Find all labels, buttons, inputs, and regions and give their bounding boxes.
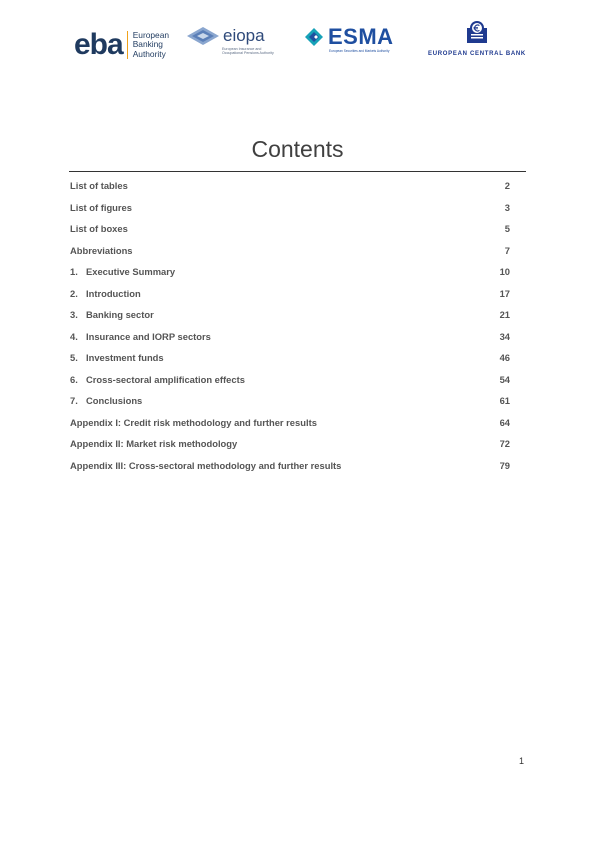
toc-entry-page: 3: [504, 201, 510, 213]
toc-entry-number: 1.: [70, 266, 78, 278]
toc-entry-label: [70, 180, 128, 191]
toc-entry[interactable]: [70, 240, 510, 262]
toc-entry-label: [70, 202, 132, 213]
toc-entry-text: Investment funds: [86, 352, 164, 364]
toc-entry-number: 2.: [70, 287, 78, 299]
toc-entry-text: List of tables: [70, 180, 128, 192]
toc-entry-number: 4.: [70, 330, 78, 342]
toc-entry[interactable]: [70, 218, 510, 240]
toc-entry-label: [70, 266, 175, 277]
toc-entry-text: Executive Summary: [86, 266, 176, 278]
toc-entry-page: 54: [499, 373, 510, 385]
toc-entry-label: [70, 438, 237, 449]
toc-entry-page: 61: [499, 395, 510, 407]
toc-entry-label: [70, 374, 245, 385]
toc-entry-text: Cross-sectoral amplification effects: [86, 373, 245, 385]
toc-entry-label: [70, 460, 341, 471]
toc-entry[interactable]: [70, 455, 510, 477]
esma-logo: [303, 26, 403, 68]
toc-entry-text: Insurance and IORP sectors: [86, 330, 211, 342]
toc-entry-text: Banking sector: [86, 309, 154, 321]
toc-entry[interactable]: [70, 412, 510, 434]
toc-entry[interactable]: [70, 261, 510, 283]
toc-entry-text: Abbreviations: [70, 244, 133, 256]
toc-entry-text: Appendix III: Cross-sectoral methodology and further results: [70, 459, 342, 471]
toc-entry-label: [70, 309, 154, 320]
toc-entry-label: [70, 331, 211, 342]
toc-entry-page: 17: [499, 287, 510, 299]
eiopa-wordmark: eiopa: [223, 26, 265, 45]
page-number: 1: [518, 756, 524, 766]
toc-entry-number: 6.: [70, 373, 78, 385]
toc-entry-page: 5: [504, 223, 510, 235]
toc-entry-number: 3.: [70, 309, 78, 321]
toc-entry-page: 21: [499, 309, 510, 321]
toc-entry[interactable]: [70, 283, 510, 305]
page-title: Contents: [251, 136, 344, 162]
toc-entry[interactable]: [70, 347, 510, 369]
eiopa-emblem-icon: [186, 26, 220, 46]
esma-subtitle: European Securities and Markets Authority: [329, 49, 390, 53]
esma-wordmark: ESMA: [328, 24, 394, 49]
toc-entry-label: [70, 395, 142, 406]
table-of-contents: [70, 175, 510, 476]
toc-entry-text: List of figures: [70, 201, 132, 213]
toc-entry-page: 10: [499, 266, 510, 278]
toc-entry-text: Introduction: [86, 287, 141, 299]
eba-name: European Banking Authority: [132, 29, 170, 59]
toc-entry[interactable]: [70, 369, 510, 391]
eiopa-logo: [186, 26, 286, 68]
toc-entry-label: [70, 417, 317, 428]
toc-entry-text: List of boxes: [70, 223, 128, 235]
eiopa-subtitle: European Insurance and Occupational Pensions Authority: [222, 47, 274, 56]
toc-entry-page: 64: [499, 416, 510, 428]
toc-entry[interactable]: [70, 433, 510, 455]
toc-entry[interactable]: [70, 390, 510, 412]
toc-entry-page: 7: [504, 244, 510, 256]
esma-emblem-icon: [303, 26, 325, 48]
eba-wordmark: eba: [74, 28, 123, 61]
ecb-logo: [422, 20, 532, 62]
eba-logo: [74, 24, 169, 66]
toc-entry-label: [70, 352, 164, 363]
toc-entry-number: 5.: [70, 352, 78, 364]
toc-entry[interactable]: [70, 197, 510, 219]
toc-entry-page: 72: [499, 438, 510, 450]
ecb-emblem-icon: [466, 20, 488, 44]
toc-entry-label: [70, 245, 133, 256]
toc-entry-label: [70, 223, 128, 234]
toc-entry-page: 46: [499, 352, 510, 364]
header-logos: [70, 20, 530, 62]
toc-entry-label: [70, 288, 141, 299]
toc-entry[interactable]: [70, 175, 510, 197]
toc-entry-text: Conclusions: [86, 395, 143, 407]
toc-entry-number: 7.: [70, 395, 78, 407]
toc-entry-text: Appendix I: Credit risk methodology and further results: [70, 416, 317, 428]
toc-entry[interactable]: [70, 304, 510, 326]
toc-entry-page: 2: [504, 180, 510, 192]
toc-entry-text: Appendix II: Market risk methodology: [70, 438, 238, 450]
eba-divider: [127, 31, 128, 59]
toc-entry-page: 79: [499, 459, 510, 471]
title-divider: [69, 171, 526, 172]
ecb-wordmark: EUROPEAN CENTRAL BANK: [428, 51, 526, 57]
toc-entry[interactable]: [70, 326, 510, 348]
toc-entry-page: 34: [499, 330, 510, 342]
